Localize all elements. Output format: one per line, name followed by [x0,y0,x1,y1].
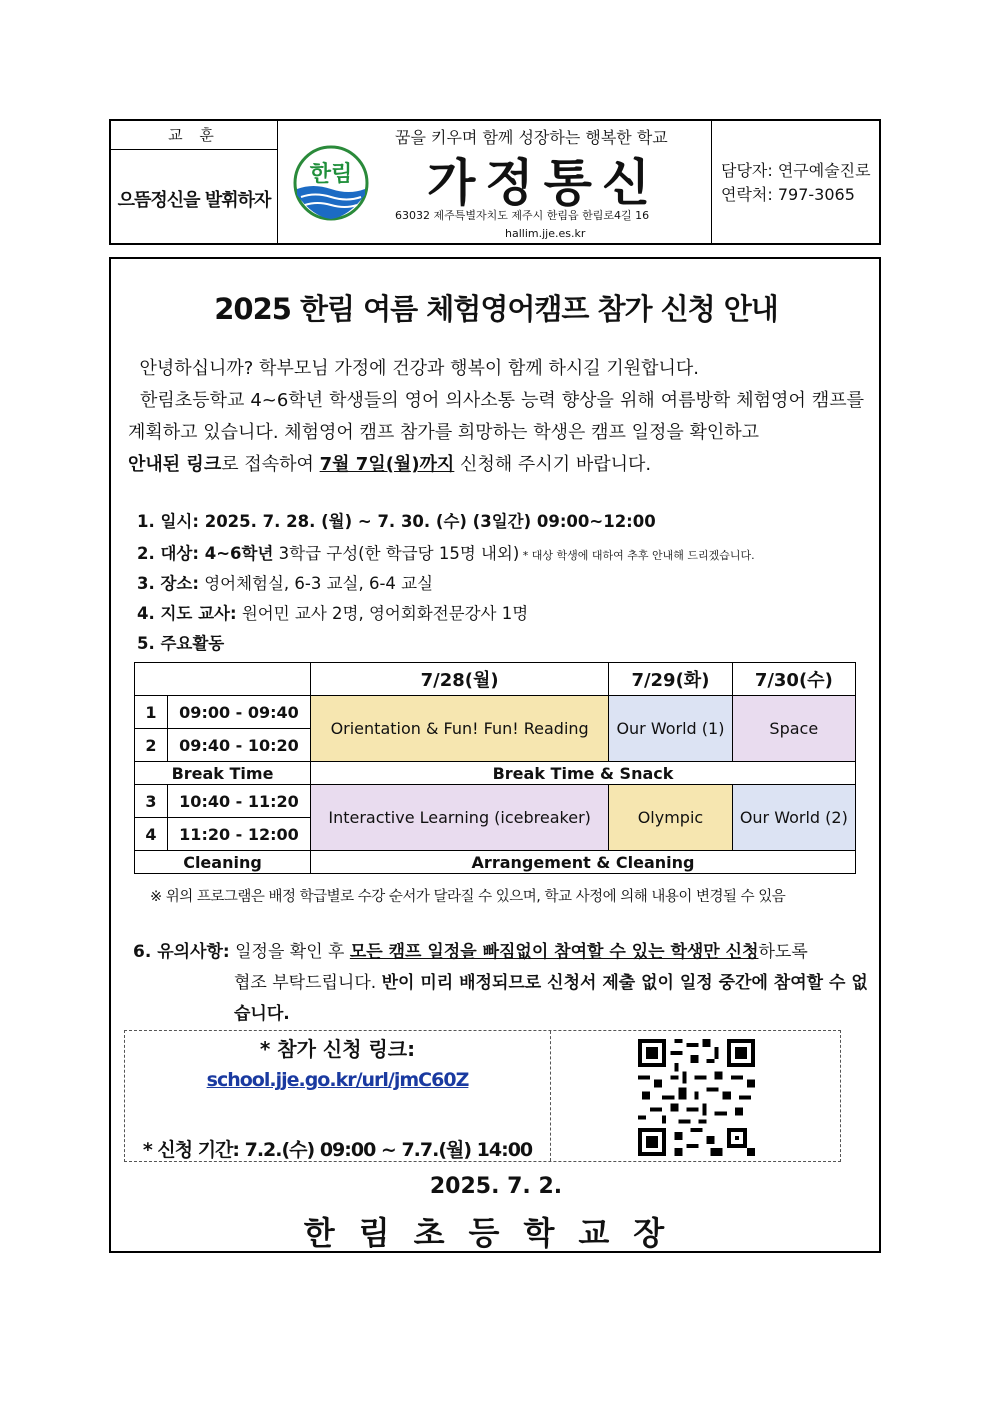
issue-date: 2025. 7. 2. [429,1174,563,1199]
motto-column [111,121,278,243]
schedule-table [134,662,856,874]
school-address: 63032 제주특별자치도 제주시 한림읍 한림로4길 16 [395,209,650,222]
motto-label: 교 훈 [111,121,277,150]
caution-bold: 반이 미리 배정되므로 신청서 제출 없이 일정 중간에 참여할 수 없습니다. [234,973,868,1024]
apply-period: * 신청 기간: 7.2.(수) 09:00 ~ 7.7.(월) 14:00 [142,1139,533,1161]
item-activities: 5. 주요활동 [137,634,225,653]
period-number: 2 [135,729,168,762]
period-time: 09:00 - 09:40 [168,696,311,729]
contact-info [721,159,871,207]
contact-person: 담당자: 연구예술진로 [721,161,871,180]
period-time: 11:20 - 12:00 [168,818,311,851]
period-number: 3 [135,785,168,818]
period-time: 10:40 - 11:20 [168,785,311,818]
link-emphasis: 안내된 링크 [128,454,222,475]
header-box [109,119,881,245]
intro-greeting: 안녕하십니까? 학부모님 가정에 건강과 행복이 함께 하시길 기원합니다. [139,358,700,379]
motto-text: 으뜸정신을 발휘하자 [117,190,271,211]
activity-cell: Orientation & Fun! Fun! Reading [311,696,609,762]
school-website[interactable]: hallim.jje.es.kr [505,227,586,240]
qr-code-icon[interactable] [638,1039,755,1156]
item-target: 2. 대상: 4~6학년 3학급 구성(한 학급당 15명 내외) * 대상 학생에 대하여 추후 안내해 드리겠습니다. [137,544,755,563]
principal-signature: 한림초등학교장 [303,1214,689,1252]
document-title: 2025 한림 여름 체험영어캠프 참가 신청 안내 [214,292,778,326]
intro-body: 한림초등학교 4~6학년 학생들의 영어 의사소통 능력 향상을 위해 여름방학 체험영어 캠프를 계획하고 있습니다. 체험영어 캠프 참가를 희망하는 학생은 캠프 일정을 확인하고 안내된 링크로 접속하여 7월 7일(월)까지 신청해 주시기 바랍니다. [128,390,864,475]
caution-underline: 모든 캠프 일정을 빠짐없이 참여할 수 있는 학생만 신청 [349,942,759,962]
apply-divider [550,1031,551,1161]
contact-phone: 연락처: 797-3065 [721,185,855,204]
item-teachers: 4. 지도 교사: 원어민 교사 2명, 영어회화전문강사 1명 [137,604,529,623]
cleaning-label: Cleaning [135,851,311,874]
school-logo-icon [293,145,369,221]
schedule-corner [135,663,311,696]
activity-cell: Space [732,696,855,762]
logo-text: 한림 [309,162,353,187]
cleaning-activity: Arrangement & Cleaning [311,851,856,874]
activity-cell: Olympic [609,785,732,851]
activity-cell: Our World (2) [732,785,855,851]
apply-link-label: * 참가 신청 링크: [259,1037,416,1061]
deadline-emphasis: 7월 7일(월)까지 [319,454,455,475]
period-number: 1 [135,696,168,729]
apply-box [124,1030,841,1162]
day-header: 7/30(수) [732,663,855,696]
header-center [277,121,712,243]
activity-cell: Our World (1) [609,696,732,762]
item-date: 1. 일시: 2025. 7. 28. (월) ~ 7. 30. (수) (3일간) 09:00~12:00 [137,512,656,531]
school-slogan: 꿈을 키우며 함께 성장하는 행복한 학교 [395,128,668,147]
activity-cell: Interactive Learning (icebreaker) [311,785,609,851]
break-activity: Break Time & Snack [311,762,856,785]
day-header: 7/28(월) [311,663,609,696]
newsletter-title: 가정통신 [427,153,661,212]
period-time: 09:40 - 10:20 [168,729,311,762]
break-label: Break Time [135,762,311,785]
period-number: 4 [135,818,168,851]
schedule-note: ※ 위의 프로그램은 배정 학급별로 수강 순서가 달라질 수 있으며, 학교 사정에 의해 내용이 변경될 수 있음 [150,889,786,905]
day-header: 7/29(화) [609,663,732,696]
caution-section: 6. 유의사항: 일정을 확인 후 모든 캠프 일정을 빠짐없이 참여할 수 있는 학생만 신청하도록 협조 부탁드립니다. 반이 미리 배정되므로 신청서 제출 없이 일정 중간에 참여할 수 없습니다. [133,942,868,1024]
item-place: 3. 장소: 영어체험실, 6-3 교실, 6-4 교실 [137,574,434,593]
apply-link[interactable]: school.jje.go.kr/url/jmC60Z [206,1069,469,1091]
